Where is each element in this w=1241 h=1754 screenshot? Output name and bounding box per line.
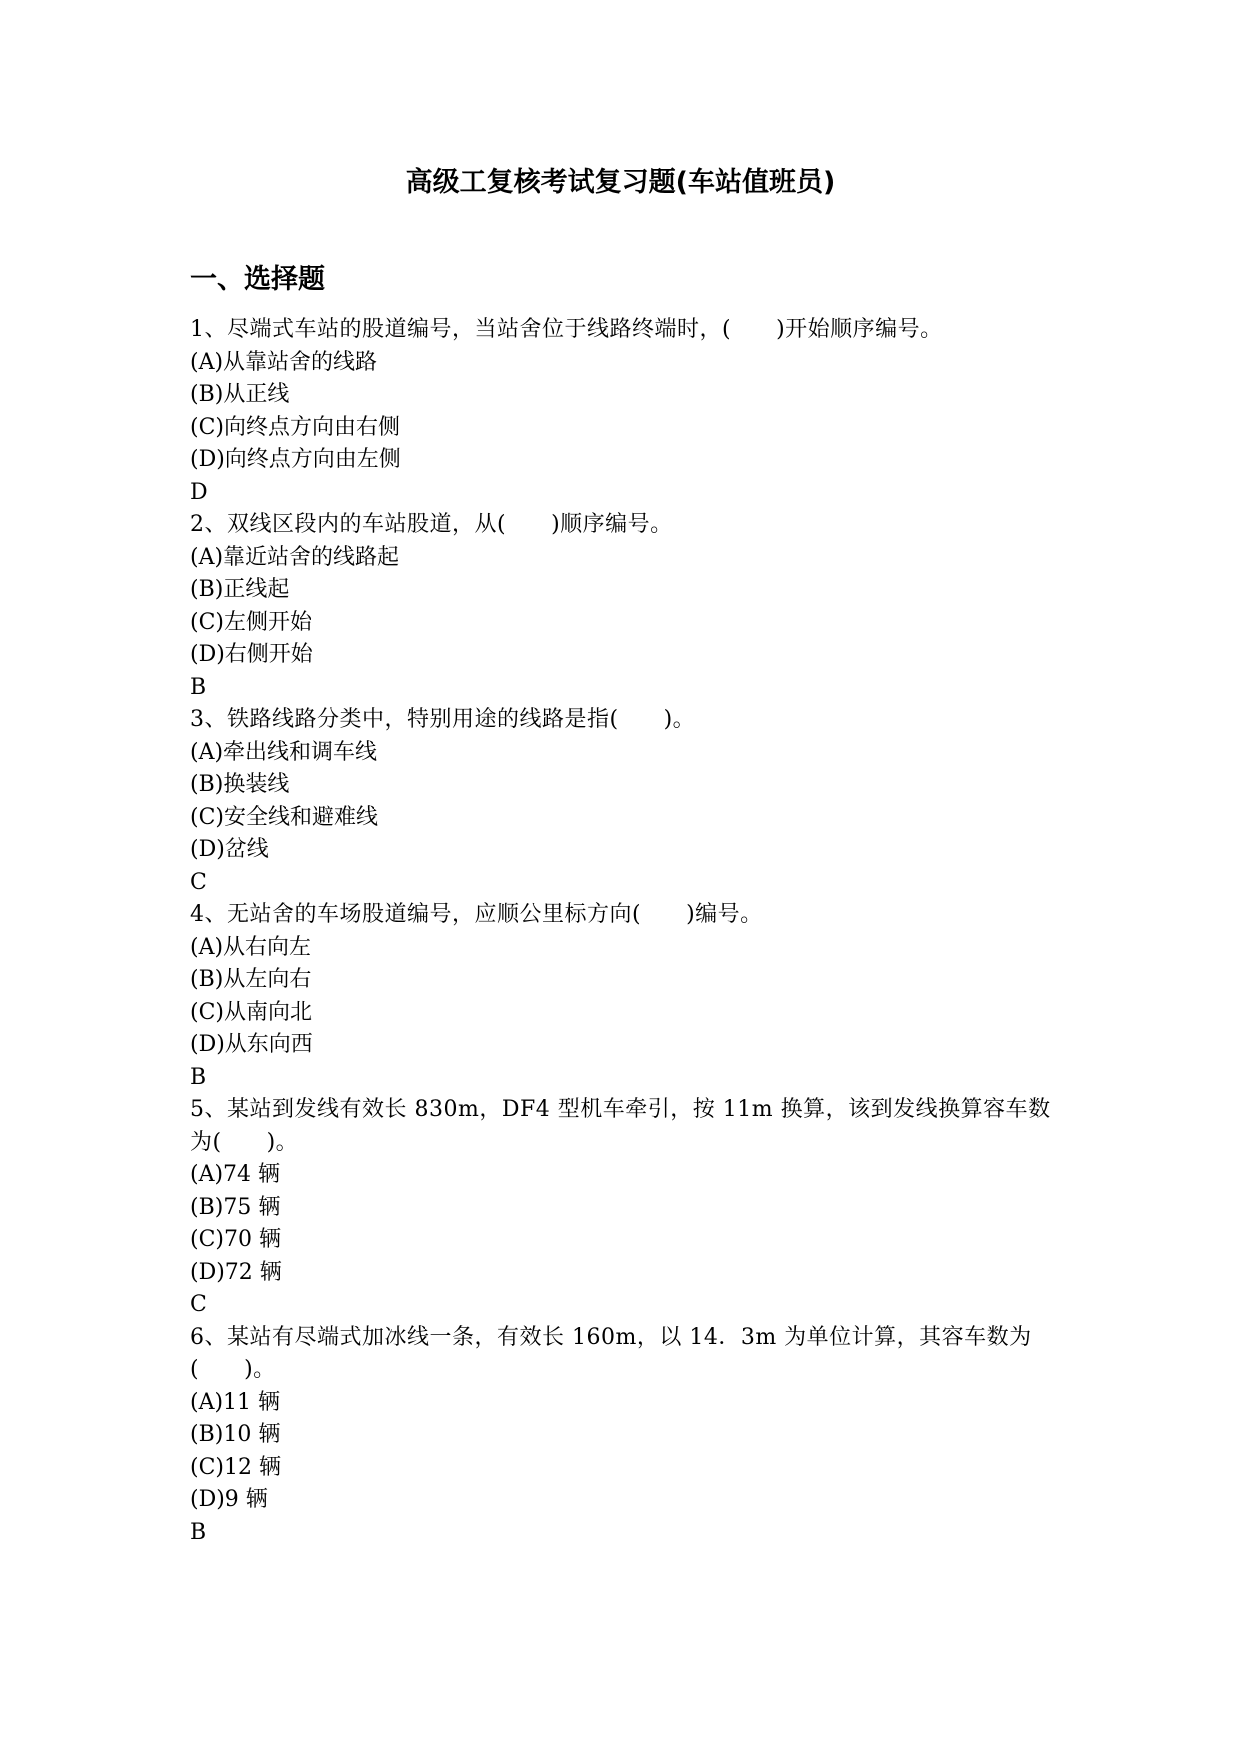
question-item: [190, 509, 1060, 704]
answer-option: (C)12 辆: [190, 1454, 281, 1480]
question-list: [190, 314, 1060, 1549]
answer-option: (C)向终点方向由右侧: [190, 414, 400, 440]
correct-answer: D: [190, 479, 208, 505]
document-title: 高级工复核考试复习题(车站值班员): [405, 167, 836, 198]
question-stem: 2、双线区段内的车站股道，从( )顺序编号。: [190, 512, 673, 537]
answer-option: (B)75 辆: [190, 1194, 281, 1220]
answer-option: (D)岔线: [190, 837, 269, 862]
answer-option: (C)70 辆: [190, 1227, 281, 1252]
answer-option: (B)从正线: [190, 382, 290, 407]
answer-option: (B)正线起: [190, 577, 290, 602]
question-stem: 6、某站有尽端式加冰线一条，有效长 160m，以 14．3m 为单位计算，其容车数为( )。: [190, 1324, 1032, 1382]
correct-answer: C: [190, 1292, 207, 1317]
question-stem: 4、无站舍的车场股道编号，应顺公里标方向( )编号。: [190, 902, 763, 927]
answer-option: (D)右侧开始: [190, 642, 313, 667]
answer-option: (C)从南向北: [190, 999, 312, 1025]
answer-option: (D)向终点方向由左侧: [190, 447, 401, 472]
question-item: [190, 704, 1060, 899]
question-stem: 5、某站到发线有效长 830m，DF4 型机车牵引，按 11m 换算，该到发线换算容车数为( )。: [190, 1097, 1051, 1155]
section-heading: 一、选择题: [190, 264, 325, 295]
answer-option: (A)74 辆: [190, 1162, 281, 1187]
question-stem: 1、尽端式车站的股道编号，当站舍位于线路终端时，( )开始顺序编号。: [190, 317, 943, 342]
answer-option: (A)靠近站舍的线路起: [190, 544, 400, 570]
answer-option: (D)9 辆: [190, 1487, 268, 1512]
answer-option: (A)牵出线和调车线: [190, 739, 378, 765]
correct-answer: B: [190, 674, 207, 700]
answer-option: (C)安全线和避难线: [190, 804, 378, 830]
question-item: [190, 899, 1060, 1094]
question-stem: 3、铁路线路分类中，特别用途的线路是指( )。: [190, 707, 696, 732]
answer-option: (D)72 辆: [190, 1259, 282, 1285]
question-item: [190, 1094, 1060, 1322]
answer-option: (C)左侧开始: [190, 609, 312, 635]
correct-answer: B: [190, 1064, 207, 1090]
answer-option: (D)从东向西: [190, 1032, 313, 1057]
answer-option: (B)从左向右: [190, 967, 312, 992]
correct-answer: C: [190, 869, 207, 895]
question-item: [190, 1322, 1060, 1550]
question-item: [190, 314, 1060, 509]
answer-option: (A)从右向左: [190, 934, 312, 960]
answer-option: (A)从靠站舍的线路: [190, 349, 378, 375]
correct-answer: B: [190, 1519, 207, 1545]
answer-option: (B)10 辆: [190, 1422, 281, 1447]
answer-option: (A)11 辆: [190, 1389, 281, 1415]
answer-option: (B)换装线: [190, 772, 290, 797]
